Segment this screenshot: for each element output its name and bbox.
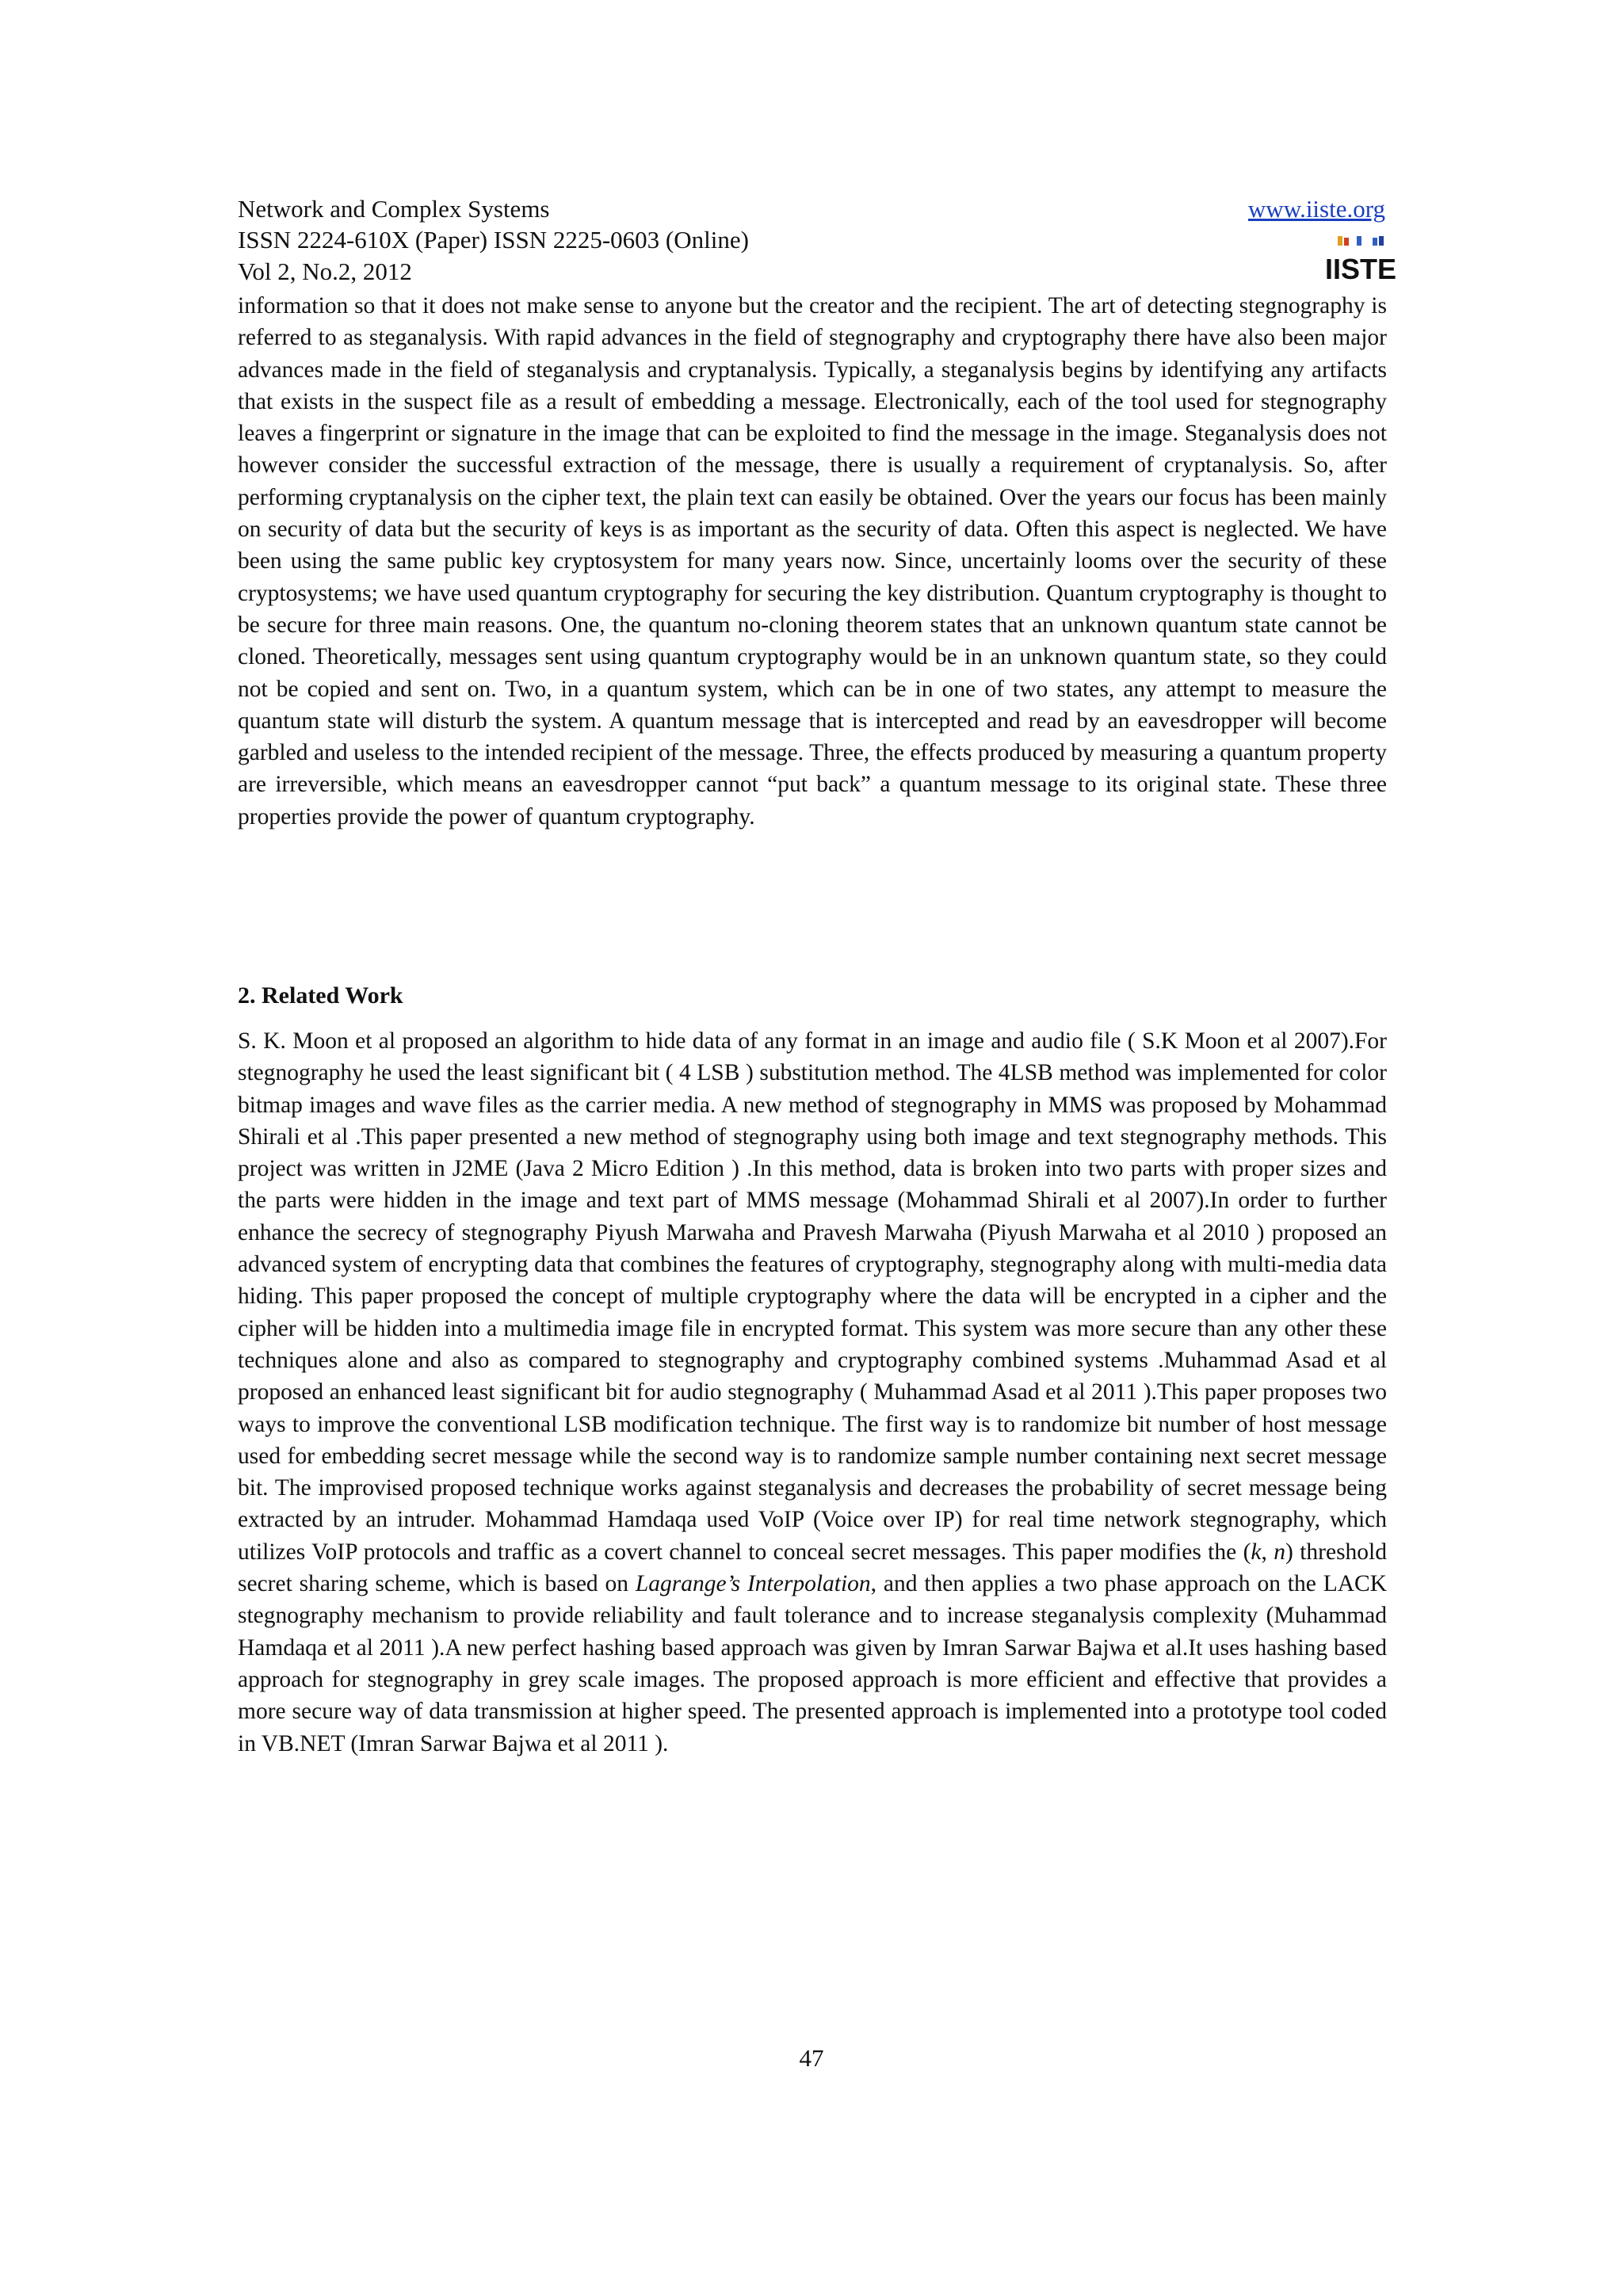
section-heading: 2. Related Work: [238, 982, 403, 1009]
related-work-text-a: S. K. Moon et al proposed an algorithm to hide data of any format in an image and audio file ( S.K Moon et al 2007).For stegnography he used the least significant bit ( 4 LSB ) substitution method. The 4LSB method was implemented for color bitmap images and wave files as the carrier media. A new method of stegnography in MMS was proposed by Mohammad Shirali et al .This paper presented a new method of stegnography using both image and text stegnography methods. This project was written in J2ME (Java 2 Micro Edition ) .In this method, data is broken into two parts with proper sizes and the parts were hidden in the image and text part of MMS message (Mohammad Shirali et al 2007).In order to further enhance the secrecy of stegnography Piyush Marwaha and Pravesh Marwaha (Piyush Marwaha et al 2010 ) proposed an advanced system of encrypting data that combines the features of cryptography, stegnography along with multi-media data hiding. This paper proposed the concept of multiple cryptography where the data will be encrypted in a cipher and the cipher will be hidden into a multimedia image file in encrypted format. This system was more secure than any other these techniques alone and also as compared to stegnography and cryptography combined systems .Muhammad Asad et al proposed an enhanced least significant bit for audio stegnography ( Muhammad Asad et al 2011 ).This paper proposes two ways to improve the conventional LSB modification technique. The first way is to randomize bit number of host message used for embedding secret message while the second way is to randomize sample number containing next secret message bit. The improvised proposed technique works against steganalysis and decreases the probability of secret message being extracted by an intruder. Mohammad Hamdaqa used VoIP (Voice over IP) for real time network stegnography, which utilizes VoIP protocols and traffic as a covert channel to conceal secret messages. This paper modifies the (: [238, 1028, 1387, 1565]
paragraph-intro: information so that it does not make sense to anyone but the creator and the recipient. The art of detecting stegnography is referred to as steganalysis. With rapid advances in the field of stegnography and cryptography there have also been major advances made in the field of steganalysis and cryptanalysis. Typically, a steganalysis begins by identifying any artifacts that exists in the suspect file as a result of embedding a message. Electronically, each of the tool used for stegnography leaves a fingerprint or signature in the image that can be exploited to find the message in the image. Steganalysis does not however consider the successful extraction of the message, there is usually a requirement of cryptanalysis. So, after performing cryptanalysis on the cipher text, the plain text can easily be obtained. Over the years our focus has been mainly on security of data but the security of keys is as important as the security of data. Often this aspect is neglected. We have been using the same public key cryptosystem for many years now. Since, uncertainly looms over the security of these cryptosystems; we have used quantum cryptography for securing the key distribution. Quantum cryptography is thought to be secure for three main reasons. One, the quantum no-cloning theorem states that an unknown quantum state cannot be cloned. Theoretically, messages sent using quantum cryptography would be in an unknown quantum state, so they could not be copied and sent on. Two, in a quantum system, which can be in one of two states, any attempt to measure the quantum state will disturb the system. A quantum message that is intercepted and read by an eavesdropper will become garbled and useless to the intended recipient of the message. Three, the effects produced by measuring a quantum property are irreversible, which means an eavesdropper cannot “put back” a quantum message to its original state. These three properties provide the power of quantum cryptography.: [238, 293, 1387, 830]
logo-text: IISTE: [1324, 253, 1397, 285]
iiste-logo: [1324, 235, 1397, 285]
issn-line: ISSN 2224-610X (Paper) ISSN 2225-0603 (Online): [238, 226, 749, 254]
journal-title: Network and Complex Systems: [238, 195, 550, 223]
related-work-text-c: , and then applies a two phase approach on the LACK stegnography mechanism to provide reliability and fault tolerance and to increase steganalysis complexity (Muhammad Hamdaqa et al 2011 ).A new perfect hashing based approach was given by Imran Sarwar Bajwa et al.It uses hashing based approach for stegnography in grey scale images. The proposed approach is more efficient and effective that provides a more secure way of data transmission at higher speed. The presented approach is implemented into a prototype tool coded in VB.NET (Imran Sarwar Bajwa et al 2011 ).: [238, 1571, 1387, 1756]
comma: ,: [1261, 1539, 1274, 1565]
related-work-text-b: ) threshold secret sharing scheme, which is based on: [238, 1539, 1387, 1597]
website-link[interactable]: www.iiste.org: [1247, 195, 1385, 223]
lagrange-term: Lagrange’s Interpolation: [635, 1571, 871, 1597]
paragraph-related-work: [238, 1025, 1387, 1760]
var-n: n: [1274, 1539, 1286, 1565]
page-number: 47: [799, 2044, 824, 2072]
var-k: k: [1251, 1539, 1262, 1565]
volume-line: Vol 2, No.2, 2012: [238, 257, 412, 285]
